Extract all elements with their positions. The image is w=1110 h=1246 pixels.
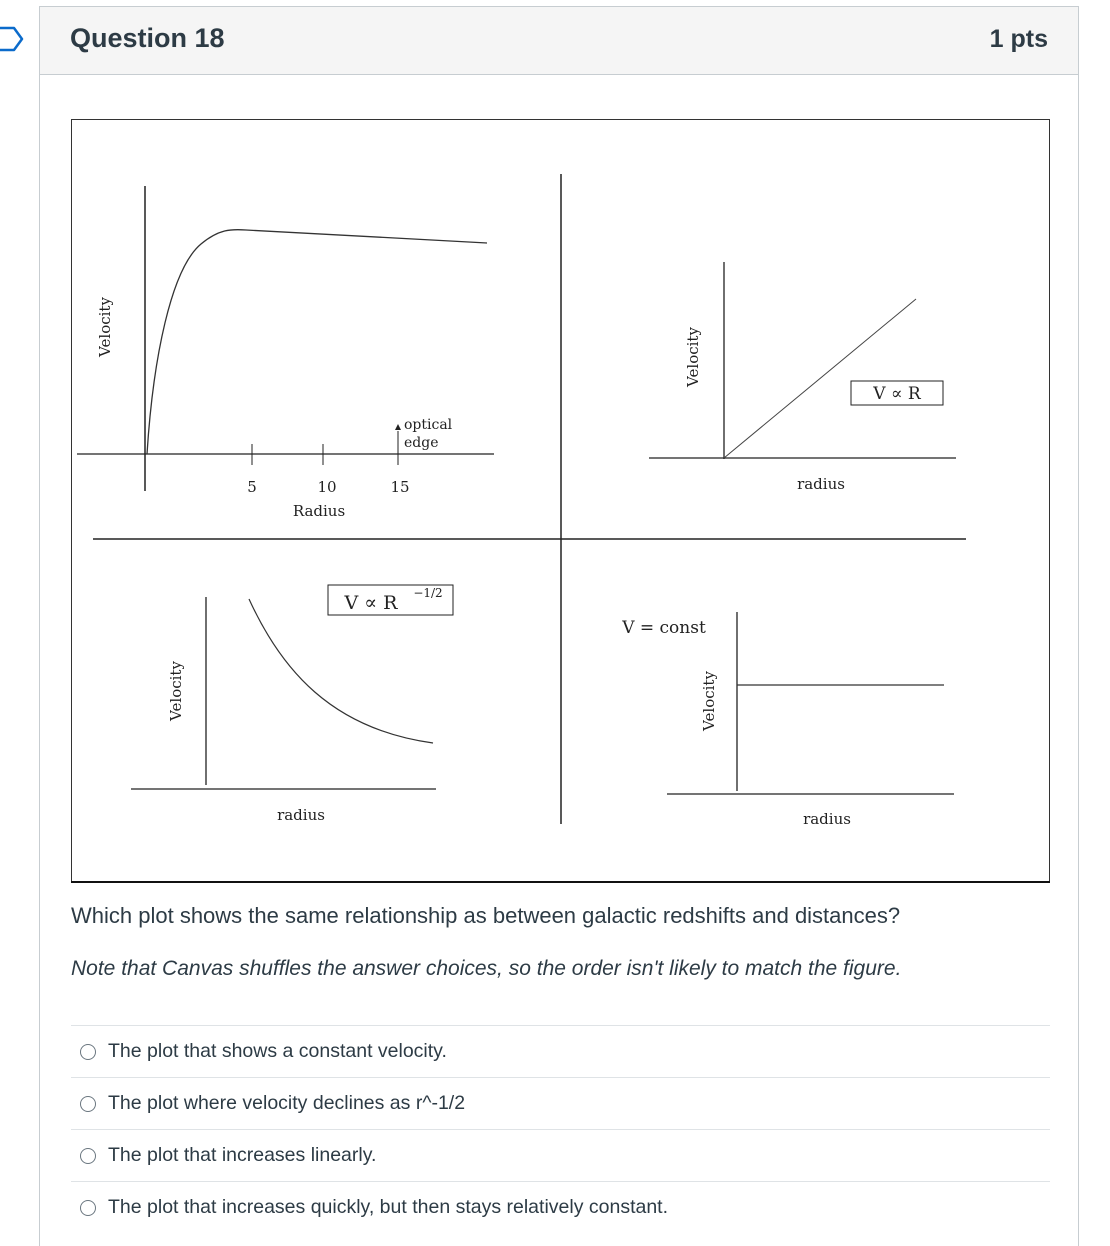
bl-relation-base: V ∝ R bbox=[344, 592, 398, 614]
tr-y-label: Velocity bbox=[684, 327, 702, 387]
radio-button[interactable] bbox=[80, 1044, 96, 1060]
answer-label[interactable]: The plot that increases quickly, but then stays relatively constant. bbox=[108, 1196, 669, 1218]
answer-option-1[interactable] bbox=[71, 1025, 1050, 1077]
question-flag-icon[interactable] bbox=[0, 24, 26, 54]
br-y-label: Velocity bbox=[700, 671, 718, 731]
br-relation: V = const bbox=[622, 618, 706, 638]
bl-x-label: radius bbox=[277, 806, 325, 824]
answer-label[interactable]: The plot that shows a constant velocity. bbox=[108, 1040, 447, 1062]
rotation-curves-figure bbox=[71, 119, 1050, 883]
tl-y-label: Velocity bbox=[96, 297, 114, 357]
question-text: Which plot shows the same relationship as between galactic redshifts and distances? bbox=[71, 903, 901, 928]
tl-tick-label-10: 10 bbox=[317, 478, 337, 496]
answer-option-4[interactable] bbox=[71, 1181, 1050, 1233]
tl-tick-label-15: 15 bbox=[390, 478, 410, 496]
question-points: 1 pts bbox=[989, 25, 1048, 53]
tr-x-label: radius bbox=[797, 475, 845, 493]
question-title: Question 18 bbox=[70, 23, 225, 53]
br-x-label: radius bbox=[803, 810, 851, 828]
answer-option-2[interactable] bbox=[71, 1077, 1050, 1129]
tl-annotation-line1: optical bbox=[404, 417, 453, 433]
answer-list bbox=[71, 1025, 1050, 1233]
answer-label[interactable]: The plot that increases linearly. bbox=[108, 1144, 377, 1166]
question-note: Note that Canvas shuffles the answer choices, so the order isn't likely to match the figure. bbox=[71, 957, 902, 980]
figure-svg bbox=[71, 119, 1050, 883]
bl-y-label: Velocity bbox=[167, 661, 185, 721]
question-header bbox=[40, 7, 1078, 75]
radio-button[interactable] bbox=[80, 1096, 96, 1112]
tl-tick-label-5: 5 bbox=[247, 478, 257, 496]
answer-label[interactable]: The plot where velocity declines as r^-1/2 bbox=[108, 1092, 466, 1114]
question-card bbox=[39, 6, 1079, 1246]
radio-button[interactable] bbox=[80, 1148, 96, 1164]
answer-option-3[interactable] bbox=[71, 1129, 1050, 1181]
tl-x-label: Radius bbox=[292, 502, 346, 520]
bl-relation-exp: −1/2 bbox=[413, 586, 443, 600]
tr-relation: V ∝ R bbox=[873, 384, 921, 404]
tl-annotation-line2: edge bbox=[404, 435, 439, 451]
radio-button[interactable] bbox=[80, 1200, 96, 1216]
